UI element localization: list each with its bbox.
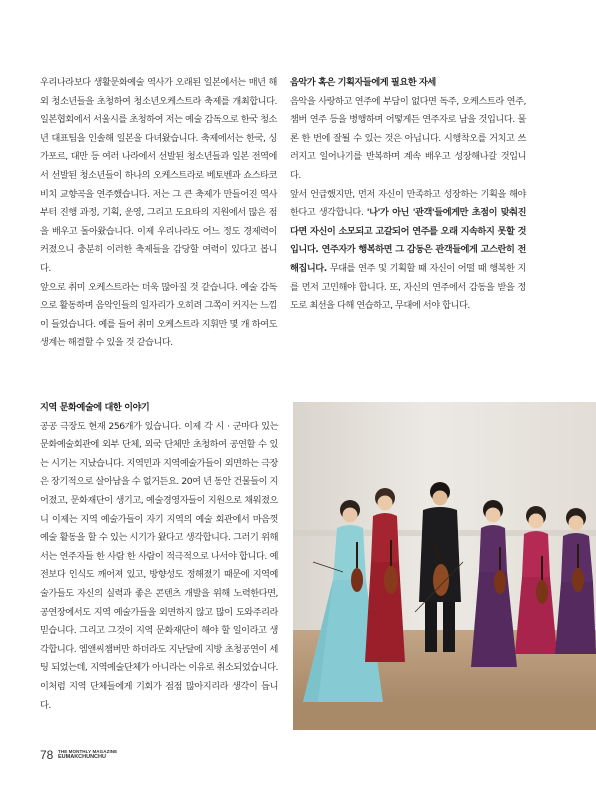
paragraph: 앞으로 취미 오케스트라는 더욱 많아질 것 같습니다. 예술 감독으로 활동하며 음악인들의 일자리가 오히려 그쪽이 커지는 느낌이 들었습니다. 예를 들어 취미 오케스트라 지휘만 몇 개 하여도 생계는 해결할 수 있을 것 같습니다. [40, 281, 277, 349]
article-column-left-top [40, 74, 277, 353]
section-heading: 음악가 혹은 기획자들에게 필요한 자세 [290, 77, 436, 88]
paragraph [290, 186, 526, 316]
paragraph: 공공 극장도 현재 256개가 있습니다. 이제 각 시 · 군마다 있는 문화예술회관에 외부 단체, 외국 단체만 초청하여 공연할 수 있는 시기는 지났습니다. 지역민과 지역예술가들이 외면하는 극장은 장기적으로 살아남을 수 없거든요. 20여 년 동안 건물들이 지어졌고, 문화재단이 생기고, 예술경영자들이 지원으로 채워졌으니 이제는 지역 예술가들이 자기 지역의 예술 회관에서 마음껏 예술 활동을 할 수 있는 시기가 왔다고 생각합니다. 그러기 위해서는 연주자들 한 사람 한 사람이 적극적으로 나서야 합니다. 예전보다 인식도 깨어져 있고, 방향성도 정해졌기 때문에 지역예술가들도 자신의 실력과 좋은 콘텐츠 개발을 위해 노력한다면, 공연장에서도 지역 예술가들을 외면하지 않고 많이 도와주리라 믿습니다. 그리고 그것이 지역 문화재단이 해야 할 일이라고 생각합니다. 엠앤씨챔버만 하더라도 지난달에 지방 초청공연이 세팅 되었는데, 지역예술단체가 아니라는 이유로 취소되었습니다. 이처럼 지역 단체들에게 기회가 점점 많아지리라 생각이 듭니다. [40, 420, 278, 711]
article-column-right-top [290, 74, 526, 316]
paragraph: 음악을 사랑하고 연주에 부담이 없다면 독주, 오케스트라 연주, 챔버 연주 등을 병행하며 어떻게든 연주자로 남을 것입니다. 물론 한 번에 잘될 수 있는 것은 아닙니다. 시행착오를 거치고 쓰러지고 일어나기를 반복하며 계속 배우고 성장해나갈 것입니다. [290, 95, 526, 181]
section-heading: 지역 문화예술에 대한 이야기 [40, 402, 150, 413]
highlighted-quote: '나'가 아닌 '관객'들에게만 초점이 맞춰진다면 자신이 소모되고 고갈되어 연주를 오래 지속하지 못할 것입니다. 연주자가 행복하면 그 감동은 관객들에게 고스란히 전해집니다. [290, 207, 527, 274]
magazine-name: EUMAKCHUNCHU [58, 754, 106, 760]
paragraph-text: 앞서 언급했지만, 먼저 자신이 만족하고 성장하는 기획을 해야 한다고 생각합니다. [290, 188, 526, 219]
paragraph-text: 무대를 연주 및 기획할 때 자신이 어떨 때 행복한 지를 먼저 고민해야 합니다. 또, 자신의 연주에서 감동을 받을 정도로 최선을 다해 연습하고, 무대에 서야 합니다. [290, 262, 526, 312]
ensemble-photo [293, 402, 596, 730]
paragraph: 우리나라보다 생활문화예술 역사가 오래된 일본에서는 매년 해외 청소년들을 초청하여 청소년오케스트라 축제를 개최합니다. 일본협회에서 서울시를 초청하여 저는 예술 감독으로 한국 청소년 대표팀을 인솔해 일본을 다녀왔습니다. 축제에서는 한국, 싱가포르, 대만 등 여러 나라에서 선발된 청소년들과 일본 전역에서 선발된 청소년들이 하나의 오케스트라로 베토벤과 쇼스타코비치 교향곡을 연주했습니다. 저는 그 큰 축제가 만들어진 역사부터 진행 과정, 기획, 운영, 그리고 도요타의 지원에서 많은 점을 배우고 돌아왔습니다. 이제 우리나라도 어느 정도 경제력이 커졌으니 충분히 이러한 축제들을 감당할 여력이 있다고 봅니다. [40, 77, 277, 274]
magazine-title: THE MONTHLY MAGAZINE [58, 749, 118, 754]
article-column-left-bottom [40, 399, 278, 715]
page-number: 78 [40, 748, 54, 762]
